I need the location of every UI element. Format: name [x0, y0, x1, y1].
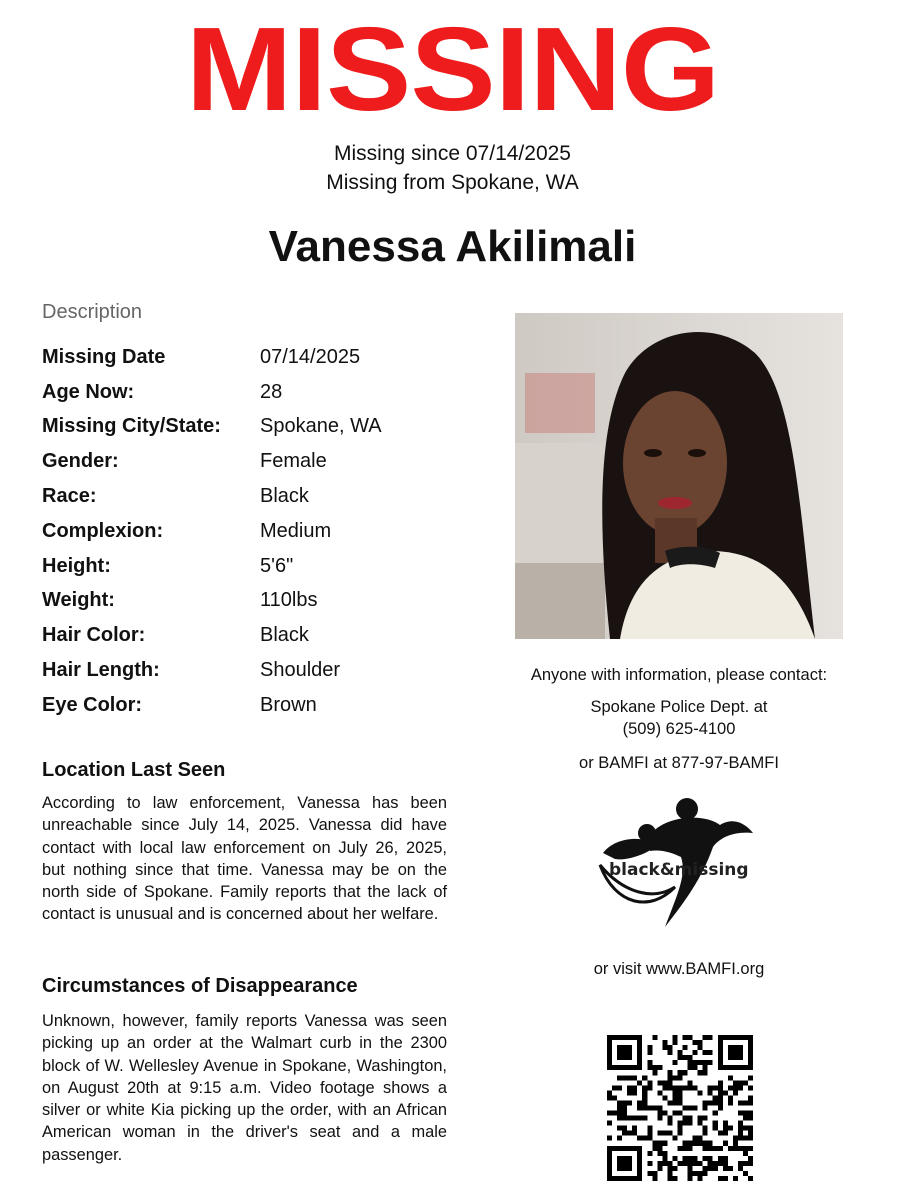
fact-label: Weight:: [42, 589, 115, 612]
logo-text: black&missing: [609, 860, 749, 880]
missing-since-text: Missing since 07/14/2025: [334, 142, 571, 165]
fact-value: 110lbs: [260, 589, 318, 612]
location-text: According to law enforcement, Vanessa has been unreachable since July 14, 2025. Vanessa did have contact with local law enforcement on July 26, 2025, but nothing since that time. Vanessa may be on the north side of Spokane. Family reports that the lack of contact is unusual and is concerned about her welfare.: [42, 794, 447, 924]
fact-row: [42, 340, 482, 375]
fact-label: Complexion:: [42, 519, 164, 542]
fact-value: Female: [260, 450, 327, 473]
circumstances-title: Circumstances of Disappearance: [42, 975, 358, 997]
fact-row: [42, 375, 482, 410]
missing-headline: MISSING: [185, 3, 720, 137]
fact-row: [42, 410, 482, 445]
fact-row: [42, 514, 482, 549]
contact-agency-phone: (509) 625-4100: [622, 720, 736, 738]
contact-agency: Spokane Police Dept. at: [590, 698, 768, 716]
black-and-missing-logo: [595, 795, 755, 930]
fact-value: 07/14/2025: [260, 345, 361, 368]
contact-intro: Anyone with information, please contact:: [530, 666, 828, 684]
person-photo: [515, 313, 843, 639]
fact-row: [42, 444, 482, 479]
fact-value: 5'6": [260, 554, 294, 577]
fact-row: [42, 688, 482, 723]
description-label: Description: [42, 301, 143, 323]
fact-row: [42, 479, 482, 514]
fact-row: [42, 549, 482, 584]
fact-value: 28: [260, 380, 283, 403]
fact-row: [42, 653, 482, 688]
fact-label: Eye Color:: [42, 693, 143, 716]
fact-value: Black: [260, 624, 309, 647]
person-name: Vanessa Akilimali: [268, 222, 637, 271]
fact-value: Medium: [260, 519, 332, 542]
contact-bamfi: or BAMFI at 877-97-BAMFI: [579, 754, 779, 772]
fact-label: Age Now:: [42, 380, 135, 403]
circumstances-text: Unknown, however, family reports Vanessa was seen picking up an order at the Walmart curb in the 2300 block of W. Wellesley Avenue in Spokane, Washington, on August 20th at 9:15 a.m. Video footage shows a silver or white Kia picking up the order, with an African American woman in the driver's seat and a male passenger.: [42, 1012, 447, 1164]
missing-from-text: Missing from Spokane, WA: [326, 171, 579, 194]
fact-label: Height:: [42, 554, 111, 577]
fact-value: Spokane, WA: [260, 415, 382, 438]
fact-label: Hair Color:: [42, 624, 146, 647]
fact-label: Hair Length:: [42, 659, 160, 682]
fact-label: Gender:: [42, 450, 119, 473]
qr-code: [607, 1035, 753, 1181]
fact-row: [42, 618, 482, 653]
facts-table: [42, 340, 482, 723]
location-title: Location Last Seen: [42, 759, 226, 781]
fact-value: Shoulder: [260, 659, 341, 682]
fact-label: Missing Date: [42, 345, 166, 368]
fact-label: Missing City/State:: [42, 415, 221, 438]
contact-visit: or visit www.BAMFI.org: [593, 960, 765, 978]
fact-label: Race:: [42, 485, 97, 508]
fact-value: Brown: [260, 693, 317, 716]
fact-value: Black: [260, 485, 309, 508]
fact-row: [42, 584, 482, 619]
